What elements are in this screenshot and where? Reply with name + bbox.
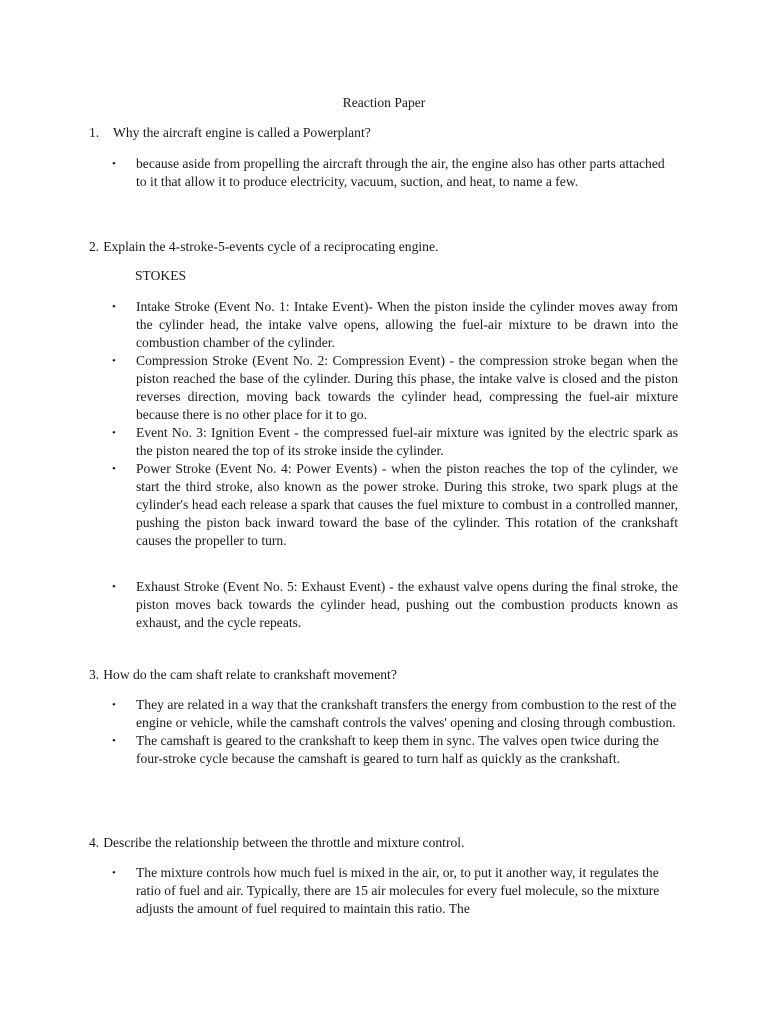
list-item — [112, 352, 678, 424]
question-text: Explain the 4-stroke-5-events cycle of a reciprocating engine. — [103, 239, 439, 254]
bullet-icon: • — [112, 867, 116, 879]
question-2-answers — [112, 298, 678, 632]
question-1-answers — [112, 155, 678, 191]
question-text: Describe the relationship between the throttle and mixture control. — [103, 835, 465, 850]
list-item — [112, 460, 678, 550]
page-title: Reaction Paper — [342, 95, 426, 110]
list-item-text: They are related in a way that the crankshaft transfers the energy from combustion to the rest of the engine or vehicle, while the camshaft controls the valves' opening and closing through combustion. — [136, 697, 677, 730]
list-item — [112, 732, 678, 768]
bullet-icon: • — [112, 355, 116, 367]
list-item — [112, 864, 678, 918]
bullet-icon: • — [112, 463, 116, 475]
list-item-text: Compression Stroke (Event No. 2: Compression Event) - the compression stroke began when the piston reached the base of the cylinder. During this phase, the intake valve is closed and the piston reverses direction, moving back towards the cylinder head, compressing the fuel-air mixture because there is no other place for it to go. — [136, 353, 678, 422]
question-number: 2. — [89, 239, 100, 254]
question-text: Why the aircraft engine is called a Powerplant? — [113, 125, 371, 140]
bullet-icon: • — [112, 301, 116, 313]
bullet-icon: • — [112, 581, 116, 593]
list-item-text: because aside from propelling the aircraft through the air, the engine also has other parts attached to it that allow it to produce electricity, vacuum, suction, and heat, to name a few. — [136, 156, 665, 189]
question-text: How do the cam shaft relate to crankshaft movement? — [103, 667, 397, 682]
list-item — [112, 298, 678, 352]
question-3 — [89, 666, 689, 684]
list-item-text: The camshaft is geared to the crankshaft to keep them in sync. The valves open twice during the four-stroke cycle because the camshaft is geared to turn half as quickly as the crankshaft. — [136, 733, 659, 766]
bullet-icon: • — [112, 735, 116, 747]
list-item — [112, 424, 678, 460]
list-item-text: The mixture controls how much fuel is mixed in the air, or, to put it another way, it regulates the ratio of fuel and air. Typically, there are 15 air molecules for every fuel molecule, so the mixture adjusts the amount of fuel required to maintain this ratio. The — [136, 865, 660, 916]
list-item — [112, 696, 678, 732]
bullet-icon: • — [112, 158, 116, 170]
question-4-answers — [112, 864, 678, 918]
list-item-text: Intake Stroke (Event No. 1: Intake Event)- When the piston inside the cylinder moves away from the cylinder head, the intake valve opens, allowing the fuel-air mixture to be drawn into the combustion chamber of the cylinder. — [136, 299, 678, 350]
list-item — [112, 578, 678, 632]
question-number: 4. — [89, 835, 100, 850]
question-2 — [89, 238, 689, 256]
question-4 — [89, 834, 689, 852]
question-number: 1. — [89, 125, 100, 140]
list-item — [112, 155, 678, 191]
section-subheading: STOKES — [135, 268, 187, 283]
bullet-icon: • — [112, 699, 116, 711]
question-1 — [89, 124, 689, 142]
question-number: 3. — [89, 667, 100, 682]
list-item-text: Event No. 3: Ignition Event - the compressed fuel-air mixture was ignited by the electric spark as the piston neared the top of its stroke inside the cylinder. — [136, 425, 678, 458]
question-3-answers — [112, 696, 678, 768]
bullet-icon: • — [112, 427, 116, 439]
list-item-text: Exhaust Stroke (Event No. 5: Exhaust Event) - the exhaust valve opens during the final stroke, the piston moves back towards the cylinder head, pushing out the combustion products known as exhaust, and the cycle repeats. — [136, 579, 678, 630]
list-item-text: Power Stroke (Event No. 4: Power Events) - when the piston reaches the top of the cylinder, we start the third stroke, also known as the power stroke. During this stroke, two spark plugs at the cylinder's head each release a spark that causes the fuel mixture to combust in a controlled manner, pushing the piston back inward toward the base of the cylinder. This rotation of the crankshaft causes the propeller to turn. — [136, 461, 678, 548]
